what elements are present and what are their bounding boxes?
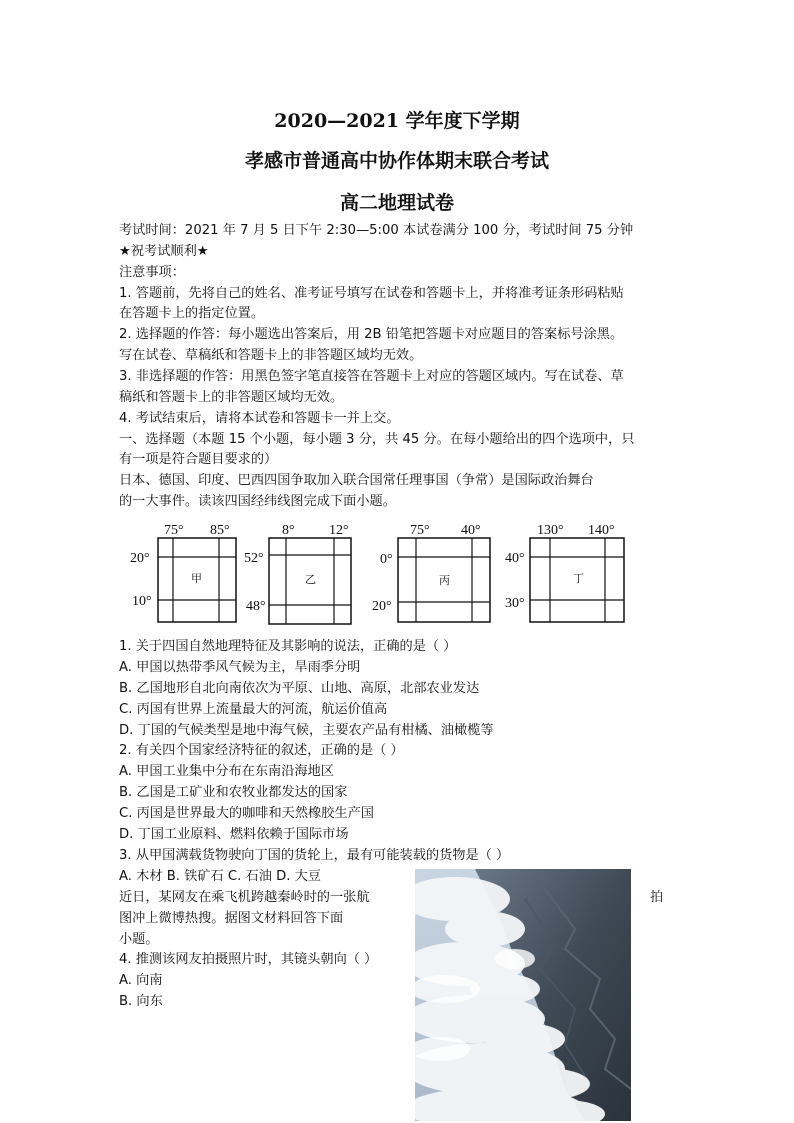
grid-yi-left-bottom: 48° (246, 599, 266, 614)
grid-bing-name: 丙 (439, 574, 450, 587)
grid-jia-name: 甲 (191, 572, 202, 585)
material-intro-a-end: 拍 (650, 890, 664, 905)
grid-yi (244, 520, 359, 634)
material-intro-b: 图冲上微博热搜。据图文材料回答下面 (119, 911, 344, 926)
q1-option-a: A. 甲国以热带季风气候为主，旱雨季分明 (119, 660, 361, 675)
notice-3a: 3. 非选择题的作答：用黑色签字笔直接答在答题卡上对应的答题区域内。写在试卷、草 (119, 369, 624, 384)
grid-jia-top-left: 75° (164, 523, 184, 538)
grid-jia-left-top: 20° (130, 551, 150, 566)
q4-option-b: B. 向东 (119, 994, 163, 1009)
grid-ding-left-top: 40° (505, 551, 525, 566)
notice-2b: 写在试卷、草稿纸和答题卡上的非答题区域均无效。 (119, 348, 423, 363)
q2-option-b: B. 乙国是工矿业和农牧业都发达的国家 (119, 785, 348, 800)
exam-wish: ★祝考试顺利★ (119, 244, 209, 259)
grid-yi-top-right: 12° (329, 523, 349, 538)
q1-option-d: D. 丁国的气候类型是地中海气候，主要农产品有柑橘、油橄榄等 (119, 723, 494, 738)
aerial-photo-qinling (415, 869, 631, 1121)
grid-yi-top-left: 8° (282, 523, 295, 538)
grid-bing-left-bottom: 20° (372, 599, 392, 614)
grid-jia-left-bottom: 10° (132, 594, 152, 609)
grid-bing (370, 520, 495, 634)
notice-title: 注意事项： (119, 265, 185, 280)
notice-1b: 在答题卡上的指定位置。 (119, 306, 265, 321)
section1-intro-a: 日本、德国、印度、巴西四国争取加入联合国常任理事国（争常）是国际政治舞台 (119, 473, 594, 488)
exam-name-title: 孝感市普通高中协作体期末联合考试 (244, 150, 549, 172)
q1-option-c: C. 丙国有世界上流量最大的河流，航运价值高 (119, 702, 388, 717)
q3-stem: 3. 从甲国满载货物驶向丁国的货轮上，最有可能装载的货物是（ ） (119, 848, 510, 863)
q1-stem: 1. 关于四国自然地理特征及其影响的说法，正确的是（ ） (119, 639, 457, 654)
grid-ding-name: 丁 (573, 572, 584, 585)
q2-option-a: A. 甲国工业集中分布在东南沿海地区 (119, 764, 334, 779)
grid-jia-top-right: 85° (210, 523, 230, 538)
notice-1a: 1. 答题前，先将自己的姓名、准考证号填写在试卷和答题卡上，并将准考证条形码粘贴 (119, 286, 624, 301)
grid-yi-left-top: 52° (244, 551, 264, 566)
exam-year-title: 2020—2021 学年度下学期 (274, 110, 520, 132)
section1-heading-a: 一、选择题（本题 15 个小题，每小题 3 分，共 45 分。在每小题给出的四个选项中，只 (119, 432, 635, 447)
grid-bing-top-right: 40° (461, 523, 481, 538)
q2-option-d: D. 丁国工业原料、燃料依赖于国际市场 (119, 827, 349, 842)
notice-4: 4. 考试结束后，请将本试卷和答题卡一并上交。 (119, 411, 400, 426)
q3-options: A. 木材 B. 铁矿石 C. 石油 D. 大豆 (119, 869, 321, 884)
material-intro-c: 小题。 (119, 932, 159, 947)
grid-yi-name: 乙 (305, 573, 316, 586)
q1-option-b: B. 乙国地形自北向南依次为平原、山地、高原，北部农业发达 (119, 681, 480, 696)
notice-3b: 稿纸和答题卡上的非答题区域均无效。 (119, 390, 344, 405)
grid-ding-top-right: 140° (588, 523, 615, 538)
grid-ding-top-left: 130° (537, 523, 564, 538)
subject-title: 高二地理试卷 (339, 192, 454, 214)
grid-ding-left-bottom: 30° (505, 596, 525, 611)
grid-bing-top-left: 75° (410, 523, 430, 538)
q4-stem: 4. 推测该网友拍摄照片时，其镜头朝向（ ） (119, 952, 378, 967)
grid-ding (503, 520, 633, 634)
grid-jia (128, 520, 243, 634)
grid-bing-left-top: 0° (380, 552, 393, 567)
q2-stem: 2. 有关四个国家经济特征的叙述，正确的是（ ） (119, 743, 404, 758)
notice-2a: 2. 选择题的作答：每小题选出答案后，用 2B 铅笔把答题卡对应题目的答案标号涂黑。 (119, 327, 624, 342)
q2-option-c: C. 丙国是世界最大的咖啡和天然橡胶生产国 (119, 806, 374, 821)
exam-time-info: 考试时间：2021 年 7 月 5 日下午 2:30—5:00 本试卷满分 100 分，考试时间 75 分钟 (119, 223, 634, 238)
section1-heading-b: 有一项是符合题目要求的） (119, 452, 278, 467)
section1-intro-b: 的一大事件。读该四国经纬线图完成下面小题。 (119, 494, 396, 509)
q4-option-a: A. 向南 (119, 973, 163, 988)
material-intro-a: 近日，某网友在乘飞机跨越秦岭时的一张航 (119, 890, 370, 905)
